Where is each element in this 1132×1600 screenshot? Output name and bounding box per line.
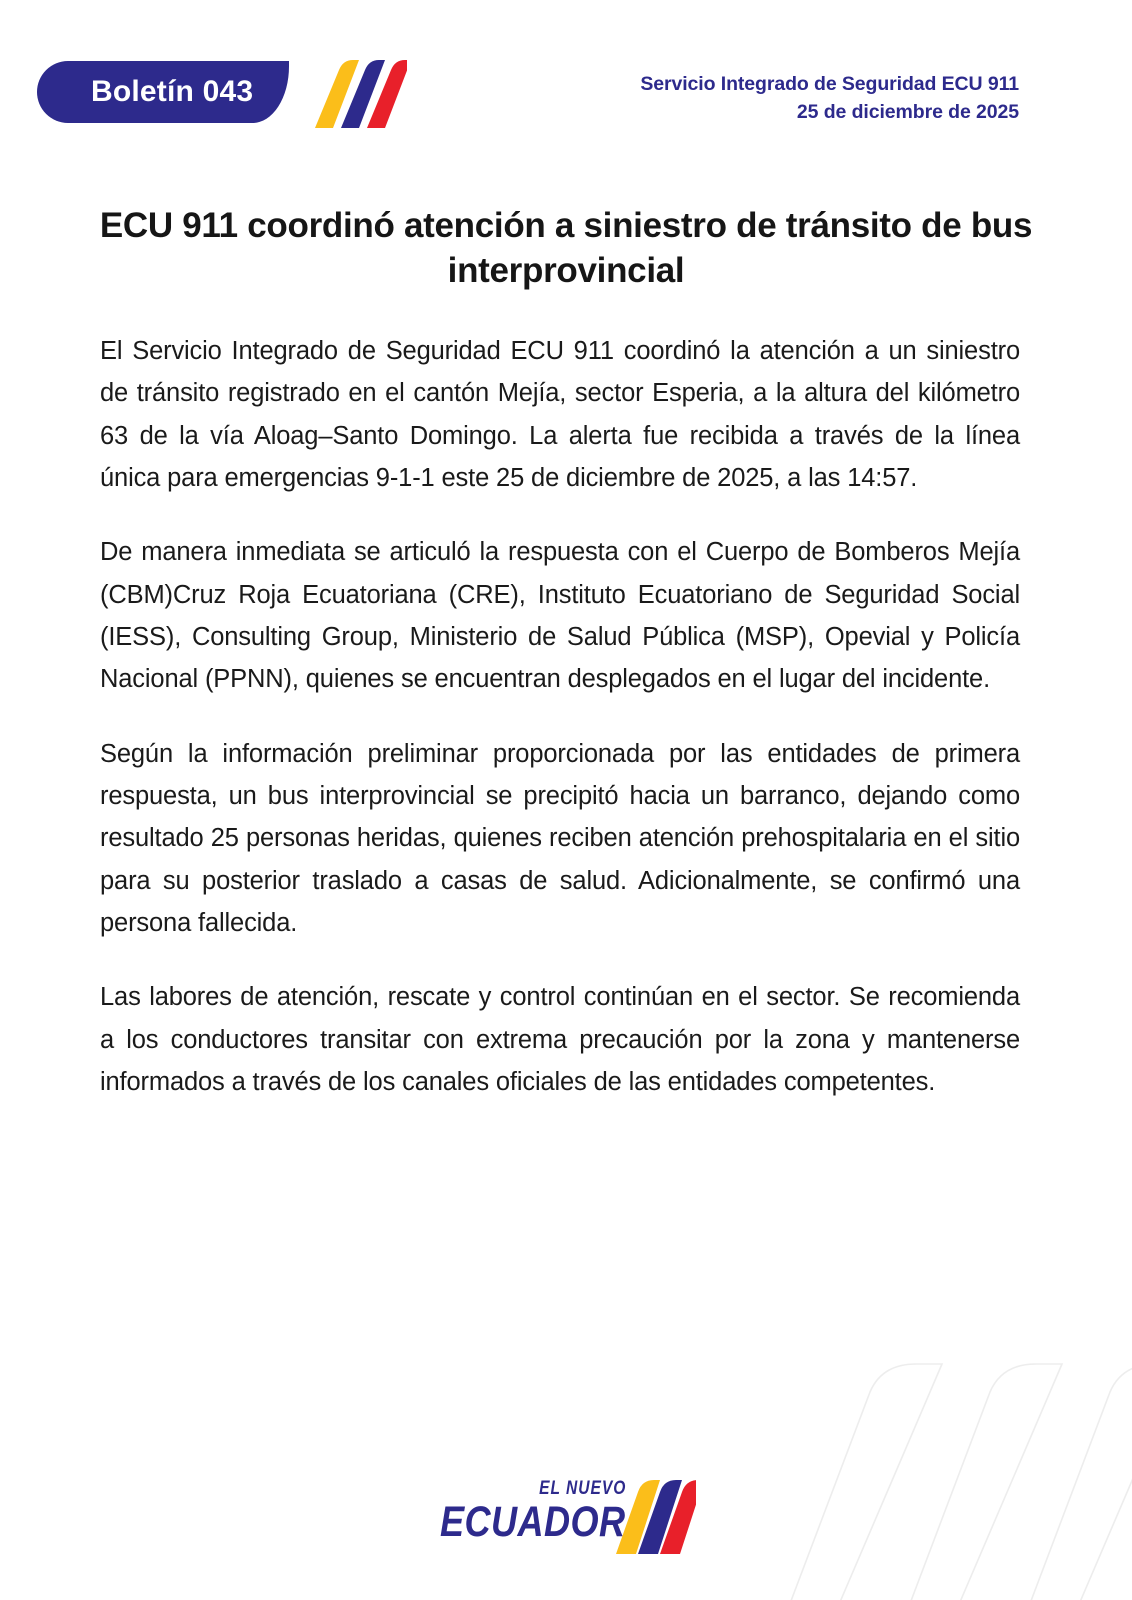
footer-stripes-icon [614,1474,696,1554]
logo-main-line: ECUADOR [440,1498,626,1546]
ecuador-logo [440,1470,692,1554]
bulletin-badge [37,61,289,123]
article-body [100,330,1020,1103]
header-org-name: Servicio Integrado de Seguridad ECU 911 [640,73,1019,95]
logo-top-line: EL NUEVO [538,1478,626,1499]
body-paragraph: De manera inmediata se articuló la respuesta con el Cuerpo de Bomberos Mejía (CBM)Cruz Roja Ecuatoriana (CRE), Instituto Ecuatoriano de Seguridad Social (IESS), Consulting Group, Ministerio de Salud Pública (MSP), Opevial y Policía Nacional (PPNN), quienes se encuentran desplegados en el lugar del incidente. [100,538,1020,694]
page-title: ECU 911 coordinó atención a siniestro de tránsito de bus interprovincial [99,206,1033,291]
header-org-block [640,70,1019,127]
stripes-watermark-icon [720,1330,1132,1600]
header-date: 25 de diciembre de 2025 [796,101,1019,124]
header-stripes-icon [307,56,407,128]
ecuador-logo-text [440,1470,626,1554]
body-paragraph: El Servicio Integrado de Seguridad ECU 911 coordinó la atención a un siniestro de tránsito registrado en el cantón Mejía, sector Esperia, a la altura del kilómetro 63 de la vía Aloag–Santo Domingo. La alerta fue recibida a través de la línea única para emergencias 9-1-1 este 25 de diciembre de 2025, a las 14:57. [100,337,1020,492]
body-paragraph: Las labores de atención, rescate y control continúan en el sector. Se recomienda a los conductores transitar con extrema precaución por la zona y mantenerse informados a través de los canales oficiales de las entidades competentes. [100,983,1020,1096]
page-header [0,0,1132,160]
body-paragraph: Según la información preliminar proporcionada por las entidades de primera respuesta, un bus interprovincial se precipitó hacia un barranco, dejando como resultado 25 personas heridas, quienes reciben atención prehospitalaria en el sitio para su posterior traslado a casas de salud. Adicionalmente, se confirmó una persona fallecida. [100,739,1020,937]
page-footer [0,1470,1132,1554]
bulletin-badge-label: Boletín 043 [37,61,289,123]
